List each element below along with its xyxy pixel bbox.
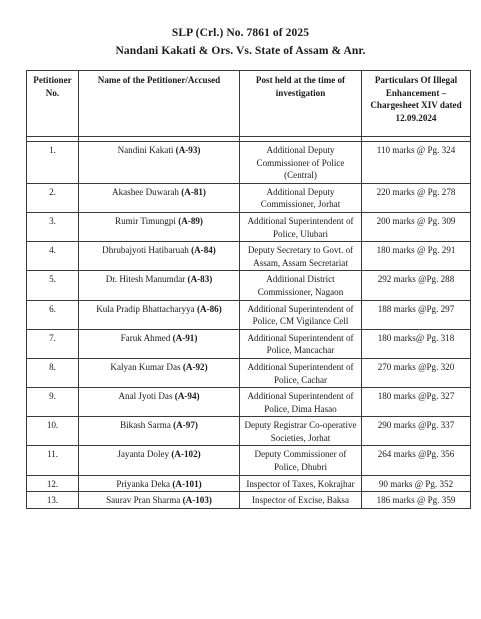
table-row [27,212,471,241]
petitioner-name: Akashee Duwarah [112,186,179,197]
petitioner-name-cell [79,492,240,509]
table-body [27,142,471,509]
post-held: Inspector of Taxes, Kokrajhar [240,475,362,492]
petitioner-no: 13. [27,492,79,509]
post-held: Deputy Commissioner of Police, Dhubri [240,446,362,475]
petitioner-no: 2. [27,183,79,212]
marks-particulars: 188 marks @Pg. 297 [362,300,471,329]
petitioner-no: 10. [27,417,79,446]
case-parties-title: Nandani Kakati & Ors. Vs. State of Assam & Anr. [115,45,366,57]
petitioner-name: Saurav Pran Sharma [106,495,181,506]
accused-number: (A-91) [172,332,198,343]
post-held: Deputy Registrar Co-operative Societies, Jorhat [240,417,362,446]
petitioner-name: Faruk Ahmed [120,332,171,343]
petitioner-no: 12. [27,475,79,492]
petitioner-name: Kula Pradip Bhattacharyya [96,303,195,314]
table-row [27,271,471,300]
petitioner-name: Dhrubajyoti Hatibaruah [102,245,189,256]
post-held: Deputy Secretary to Govt. of Assam, Assam Secretariat [240,242,362,271]
petitioner-no: 3. [27,212,79,241]
header-petitioner-no: Petitioner No. [27,71,79,137]
header-particulars: Particulars Of Illegal Enhancement – Chargesheet XIV dated 12.09.2024 [362,71,471,137]
table-row [27,475,471,492]
post-held: Additional Superintendent of Police, CM Vigilance Cell [240,300,362,329]
petitioner-name-cell [79,417,240,446]
case-number-title: SLP (Crl.) No. 7861 of 2025 [171,27,310,39]
header-post: Post held at the time of investigation [240,71,362,137]
petitioner-no: 6. [27,300,79,329]
petitioner-no: 11. [27,446,79,475]
petitioner-name-cell [79,446,240,475]
petitioner-no: 4. [27,242,79,271]
petitioner-name-cell [79,183,240,212]
table-row [27,492,471,509]
accused-number: (A-92) [182,361,208,372]
petitioner-name: Jayanta Doley [117,449,170,460]
table-row [27,183,471,212]
post-held: Additional Superintendent of Police, Mancachar [240,329,362,358]
petitioner-name-cell [79,142,240,184]
post-held: Additional Superintendent of Police, Ulubari [240,212,362,241]
accused-number: (A-97) [173,420,198,431]
table-row [27,142,471,184]
petitioners-table [26,70,471,509]
post-held: Additional Superintendent of Police, Dima Hasao [240,388,362,417]
petitioner-name-cell [79,388,240,417]
marks-particulars: 290 marks @Pg. 337 [362,417,471,446]
marks-particulars: 292 marks @Pg. 288 [362,271,471,300]
petitioner-name: Nandini Kakati [117,145,174,155]
petitioner-name-cell [79,475,240,492]
accused-number: (A-81) [181,186,206,197]
header-name: Name of the Petitioner/Accused [79,71,240,137]
petitioner-no: 9. [27,388,79,417]
petitioner-name-cell [79,242,240,271]
accused-number: (A-103) [182,495,212,506]
post-held: Additional Deputy Commissioner of Police (Central) [240,142,362,184]
accused-number: (A-101) [172,478,202,489]
petitioner-no: 1. [27,142,79,184]
post-held: Additional District Commissioner, Nagaon [240,271,362,300]
petitioner-name: Priyanka Deka [116,478,171,489]
petitioner-no: 7. [27,329,79,358]
marks-particulars: 264 marks @Pg. 356 [362,446,471,475]
petitioner-name-cell [79,212,240,241]
marks-particulars: 220 marks @ Pg. 278 [362,183,471,212]
petitioner-no: 8. [27,358,79,387]
accused-number: (A-102) [171,449,201,460]
marks-particulars: 180 marks @Pg. 327 [362,388,471,417]
accused-number: (A-84) [191,245,216,256]
petitioner-name-cell [79,358,240,387]
petitioner-name-cell [79,271,240,300]
table-row [27,446,471,475]
marks-particulars: 110 marks @ Pg. 324 [362,142,471,184]
accused-number: (A-93) [175,145,201,155]
table-row [27,329,471,358]
petitioner-name: Kalyan Kumar Das [110,361,181,372]
table-row [27,300,471,329]
accused-number: (A-86) [197,303,222,314]
petitioner-name: Rumir Timungpi [115,215,176,226]
petitioner-name: Anal Jyoti Das [118,391,173,402]
table-header-row [27,71,471,137]
table-row [27,242,471,271]
petitioner-name: Bikash Sarma [120,420,171,431]
marks-particulars: 180 marks @ Pg. 291 [362,242,471,271]
accused-number: (A-94) [174,391,200,402]
marks-particulars: 180 marks@ Pg. 318 [362,329,471,358]
post-held: Additional Deputy Commissioner, Jorhat [240,183,362,212]
marks-particulars: 270 marks @Pg. 320 [362,358,471,387]
petitioner-name-cell [79,300,240,329]
marks-particulars: 90 marks @ Pg. 352 [362,475,471,492]
marks-particulars: 200 marks @ Pg. 309 [362,212,471,241]
accused-number: (A-89) [178,215,203,226]
accused-number: (A-83) [187,274,213,285]
table-row [27,358,471,387]
marks-particulars: 186 marks @ Pg. 359 [362,492,471,509]
post-held: Additional Superintendent of Police, Cachar [240,358,362,387]
post-held: Inspector of Excise, Baksa [240,492,362,509]
petitioner-name: Dr. Hitesh Manumdar [105,274,186,285]
table-row [27,417,471,446]
table-row [27,388,471,417]
petitioner-no: 5. [27,271,79,300]
petitioner-name-cell [79,329,240,358]
